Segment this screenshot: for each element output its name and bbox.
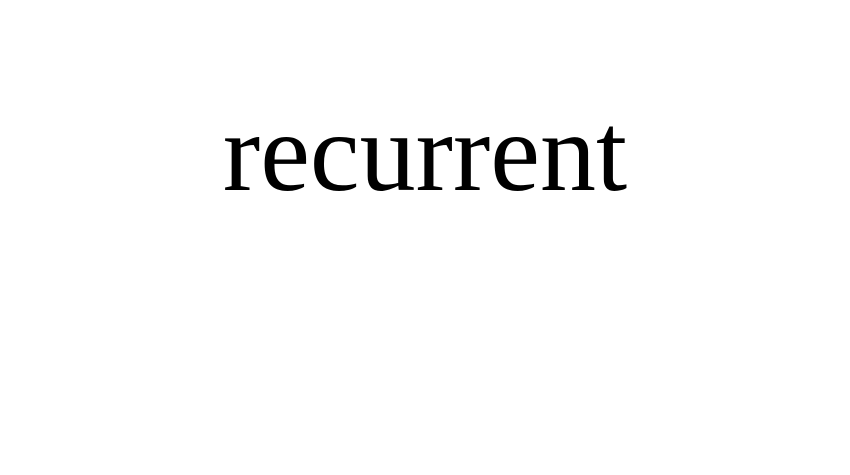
display-word: recurrent — [222, 91, 628, 215]
